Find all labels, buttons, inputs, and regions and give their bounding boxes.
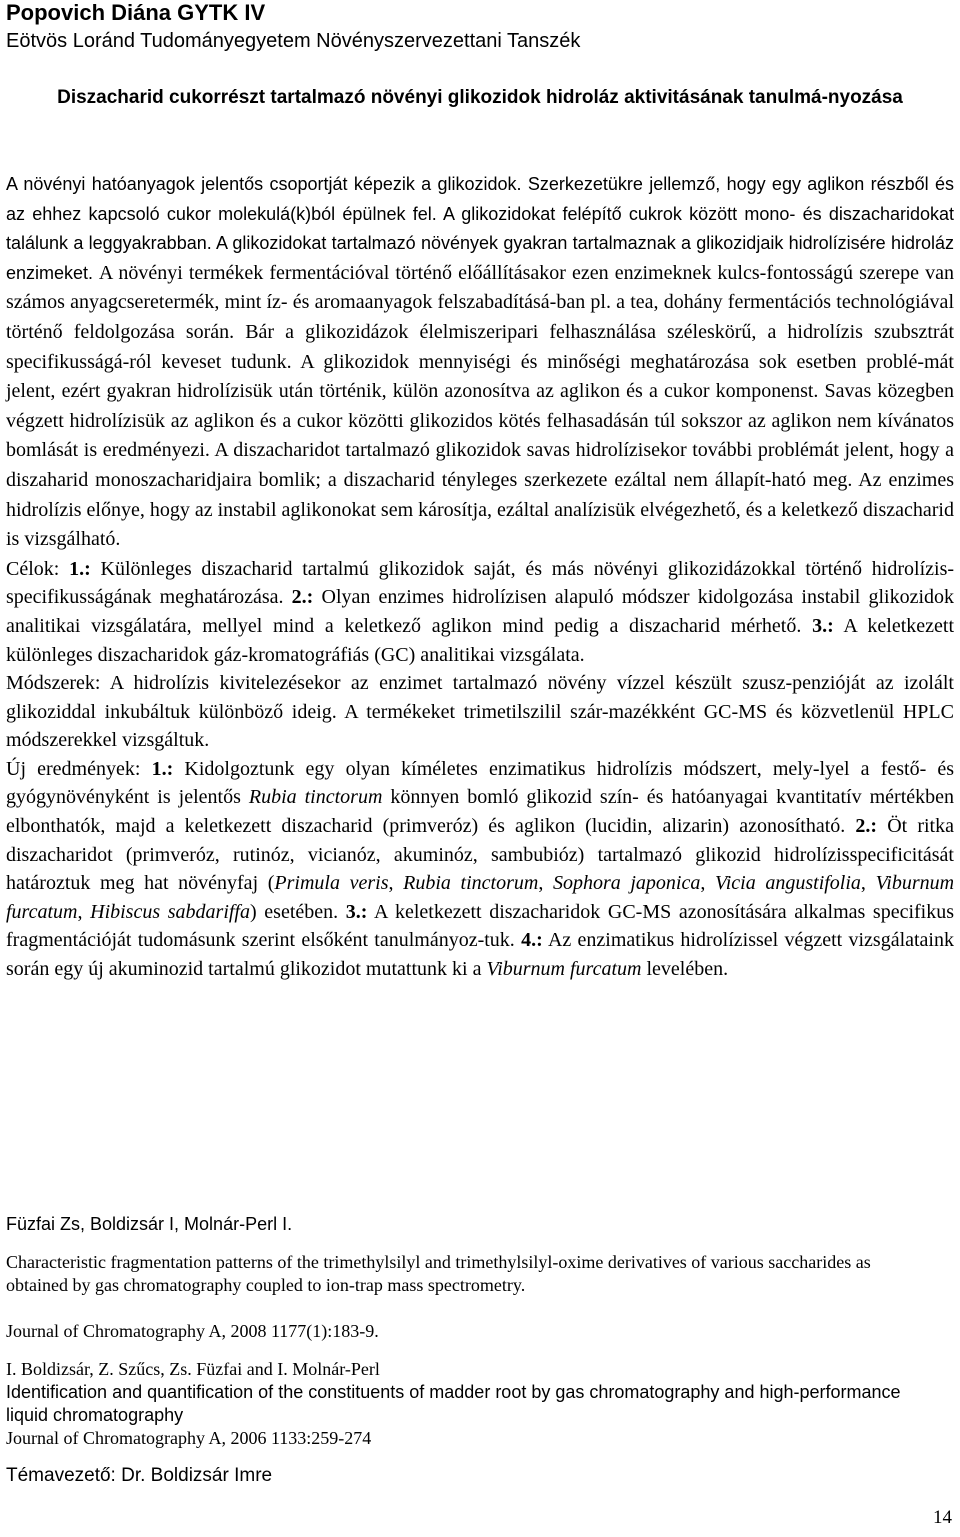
reference-2-journal: Journal of Chromatography A, 2006 1133:259-274: [6, 1428, 372, 1448]
goal-1-text: Különleges diszacharid tartalmú glikozidok saját, és más növényi glikozidázokkal történő hidrolízis-specifikusságának meghatározása.: [6, 557, 955, 609]
institution-line: Eötvös Loránd Tudományegyetem Növényszervezettani Tanszék: [6, 30, 581, 52]
methods-text: A hidrolízis kivitelezésekor az enzimet tartalmazó növény vízzel készült szusz-penzióját az izolált glikoziddal inkubáltuk különböző ideig. A termékeket trimetilszilil szár-mazékként GC-MS és közvetlenül HPLC módszerekkel vizsgáltuk.: [6, 672, 954, 752]
result-1-species: Rubia tinctorum: [248, 786, 383, 809]
result-2-species-6: Hibiscus sabdariffa: [90, 900, 250, 923]
result-2-species-2: Rubia tinctorum: [403, 872, 539, 895]
results-label: Új eredmények:: [6, 757, 141, 780]
reference-1-authors: Füzfai Zs, Boldizsár I, Molnár-Perl I.: [6, 1214, 293, 1234]
result-2-species-5: Viburnum furcatum: [6, 872, 955, 923]
result-2-number: 2.:: [855, 815, 878, 838]
reference-2-title: Identification and quantification of the constituents of madder root by gas chromatography and high-performance liquid chromatography: [6, 1382, 901, 1425]
results-paragraph: Új eredmények: 1.: Kidolgoztunk egy olyan kíméletes enzimatikus hidrolízis módszert, mely-lyel a festő- és gyógynövényként is jelentős Rubia tinctorum könnyen bomló glikozid szín- és hatóanyagai kvantitatív mértékben elbonthatók, majd a keletkezett diszacharid (primveróz) és aglikon (lucidin, alizarin) azonosítható. 2.: Öt ritka diszacharidot (primveróz, rutinóz, vicianóz, akuminóz, sambubióz) tartalmazó glikozid hidrolízisspecificitását határoztuk meg hat növényfaj (Primula veris, Rubia tinctorum, Sophora japonica, Vicia angustifolia, Viburnum furcatum, Hibiscus sabdariffa) esetében. 3.: A keletkezett diszacharidok GC-MS azonosítására alkalmas specifikus fragmentációját tudomásunk szerint elsőként tanulmányoz-tuk. 4.: Az enzimatikus hidrolízissel végzett vizsgálataink során egy új akuminozid tartalmú glikozidot mutattunk ki a Viburnum furcatum levelében.: [6, 757, 955, 981]
goal-2-number: 2.:: [291, 586, 314, 609]
result-2-species-3: Sophora japonica: [552, 872, 701, 895]
result-4-text-b: levelében.: [646, 958, 729, 981]
result-2-text-b: ) esetében.: [250, 900, 339, 923]
reference-1-journal: Journal of Chromatography A, 2008 1177(1):183-9.: [6, 1321, 379, 1341]
abstract-paragraph: [6, 170, 954, 555]
abstract: [6, 170, 954, 984]
methods-paragraph: [6, 669, 954, 755]
result-2-species-1: Primula veris: [274, 872, 389, 895]
goals-label: Célok:: [6, 557, 60, 580]
abstract-intro: A növényi hatóanyagok jelentős csoportját képezik a glikozidok. Szerkezetükre jellemző, hogy egy aglikon részből és az ehhez kapcsoló cukor molekulá(k)ból épülnek fel. A glikozidokat felépítő cukrok között mono- és diszacharidokat találunk a leggyakrabban. A glikozidokat tartalmazó növények gyakran tartalmaznak a glikozidjaik hidrolízisére hidroláz enzimeket.: [6, 174, 954, 283]
result-2-text-a: Öt ritka diszacharidot (primveróz, rutinóz, vicianóz, akuminóz, sambubióz) tartalmazó glikozid hidrolízisspecificitását határoztuk meg hat növényfaj (: [6, 815, 954, 895]
result-1-number: 1.:: [151, 757, 174, 780]
result-2-species-4: Vicia angustifolia: [715, 872, 861, 895]
goal-2-text: Olyan enzimes hidrolízisen alapuló módszer kidolgozása instabil glikozidok analitikai vizsgálatára, mellyel mind a keletkező aglikon mind pedig a diszacharid mérhető.: [6, 586, 955, 637]
result-4-species: Viburnum furcatum: [486, 958, 642, 981]
page-number: 14: [933, 1507, 952, 1528]
reference-2-authors: I. Boldizsár, Z. Szűcs, Zs. Füzfai and I. Molnár-Perl: [6, 1359, 380, 1379]
result-4-number: 4.:: [521, 929, 543, 952]
reference-1-title: Characteristic fragmentation patterns of the trimethylsilyl and trimethylsilyl-oxime derivatives of various saccharides as obtained by gas chromatography coupled to ion-trap mass spectrometry.: [6, 1252, 871, 1295]
abstract-body: A növényi termékek fermentációval történő előállításakor ezen enzimeknek kulcs-fontosságú szerepe van számos anyagcseretermék, mint íz- és aromaanyagok felszabadításá-ban pl. a tea, dohány fermentációs technológiával történő feldolgozása során. Bár a glikozidázok élelmiszeripari felhasználása széleskörű, a hidrolízis szubsztrát specifikusságá-ról keveset tudunk. A glikozidok mennyiségi és minőségi meghatározása sok esetben problé-mát jelent, ezért gyakran hidrolízisük után történik, külön azonosítva az aglikon és a cukor komponenst. Savas közegben végzett hidrolízisük az aglikon és a cukor közötti glikozidos kötés felhasadásán túl sokszor az aglikon nem kívánatos bomlását is eredményezi. A diszacharidot tartalmazó glikozidok savas hidrolízisekor további problémát jelent, hogy a diszaharid monoszacharidjaira bomlik; a diszacharid tényleges szerkezete ezáltal nem állapít-ható meg. Az enzimes hidrolízis előnye, hogy az instabil aglikonokat sem károsítja, ezáltal analízisük elvégezhető, és a keletkező diszacharid is vizsgálható.: [6, 261, 954, 551]
supervisor: Témavezető: Dr. Boldizsár Imre: [6, 1465, 273, 1486]
goals-paragraph: [6, 555, 954, 669]
methods-label: Módszerek:: [6, 672, 101, 695]
result-1-text-b: könnyen bomló glikozid szín- és hatóanyagai kvantitatív mértékben elbonthatók, majd a keletkezett diszacharid (primveróz) és aglikon (lucidin, alizarin) azonosítható.: [6, 786, 955, 838]
author-line: Popovich Diána GYTK IV: [6, 0, 266, 25]
result-4-text-a: Az enzimatikus hidrolízissel végzett vizsgálataink során egy új akuminozid tartalmú glikozidot mutattunk ki a: [6, 929, 954, 981]
result-3-text: A keletkezett diszacharidok GC-MS azonosítására alkalmas specifikus fragmentációját tudomásunk szerint elsőként tanulmányoz-tuk.: [6, 900, 955, 952]
goal-1-number: 1.:: [69, 557, 91, 580]
document-title: Diszacharid cukorrészt tartalmazó növényi glikozidok hidroláz aktivitásának tanulmá-nyozása: [57, 87, 903, 108]
result-1-text-a: Kidolgoztunk egy olyan kíméletes enzimatikus hidrolízis módszert, mely-lyel a festő- és gyógynövényként is jelentős: [6, 757, 955, 809]
goal-3-number: 3.:: [812, 614, 834, 637]
goal-3-text: A keletkezett különleges diszacharidok gáz-kromatográfiás (GC) analitikai vizsgálata.: [6, 614, 955, 666]
result-3-number: 3.:: [345, 900, 368, 923]
